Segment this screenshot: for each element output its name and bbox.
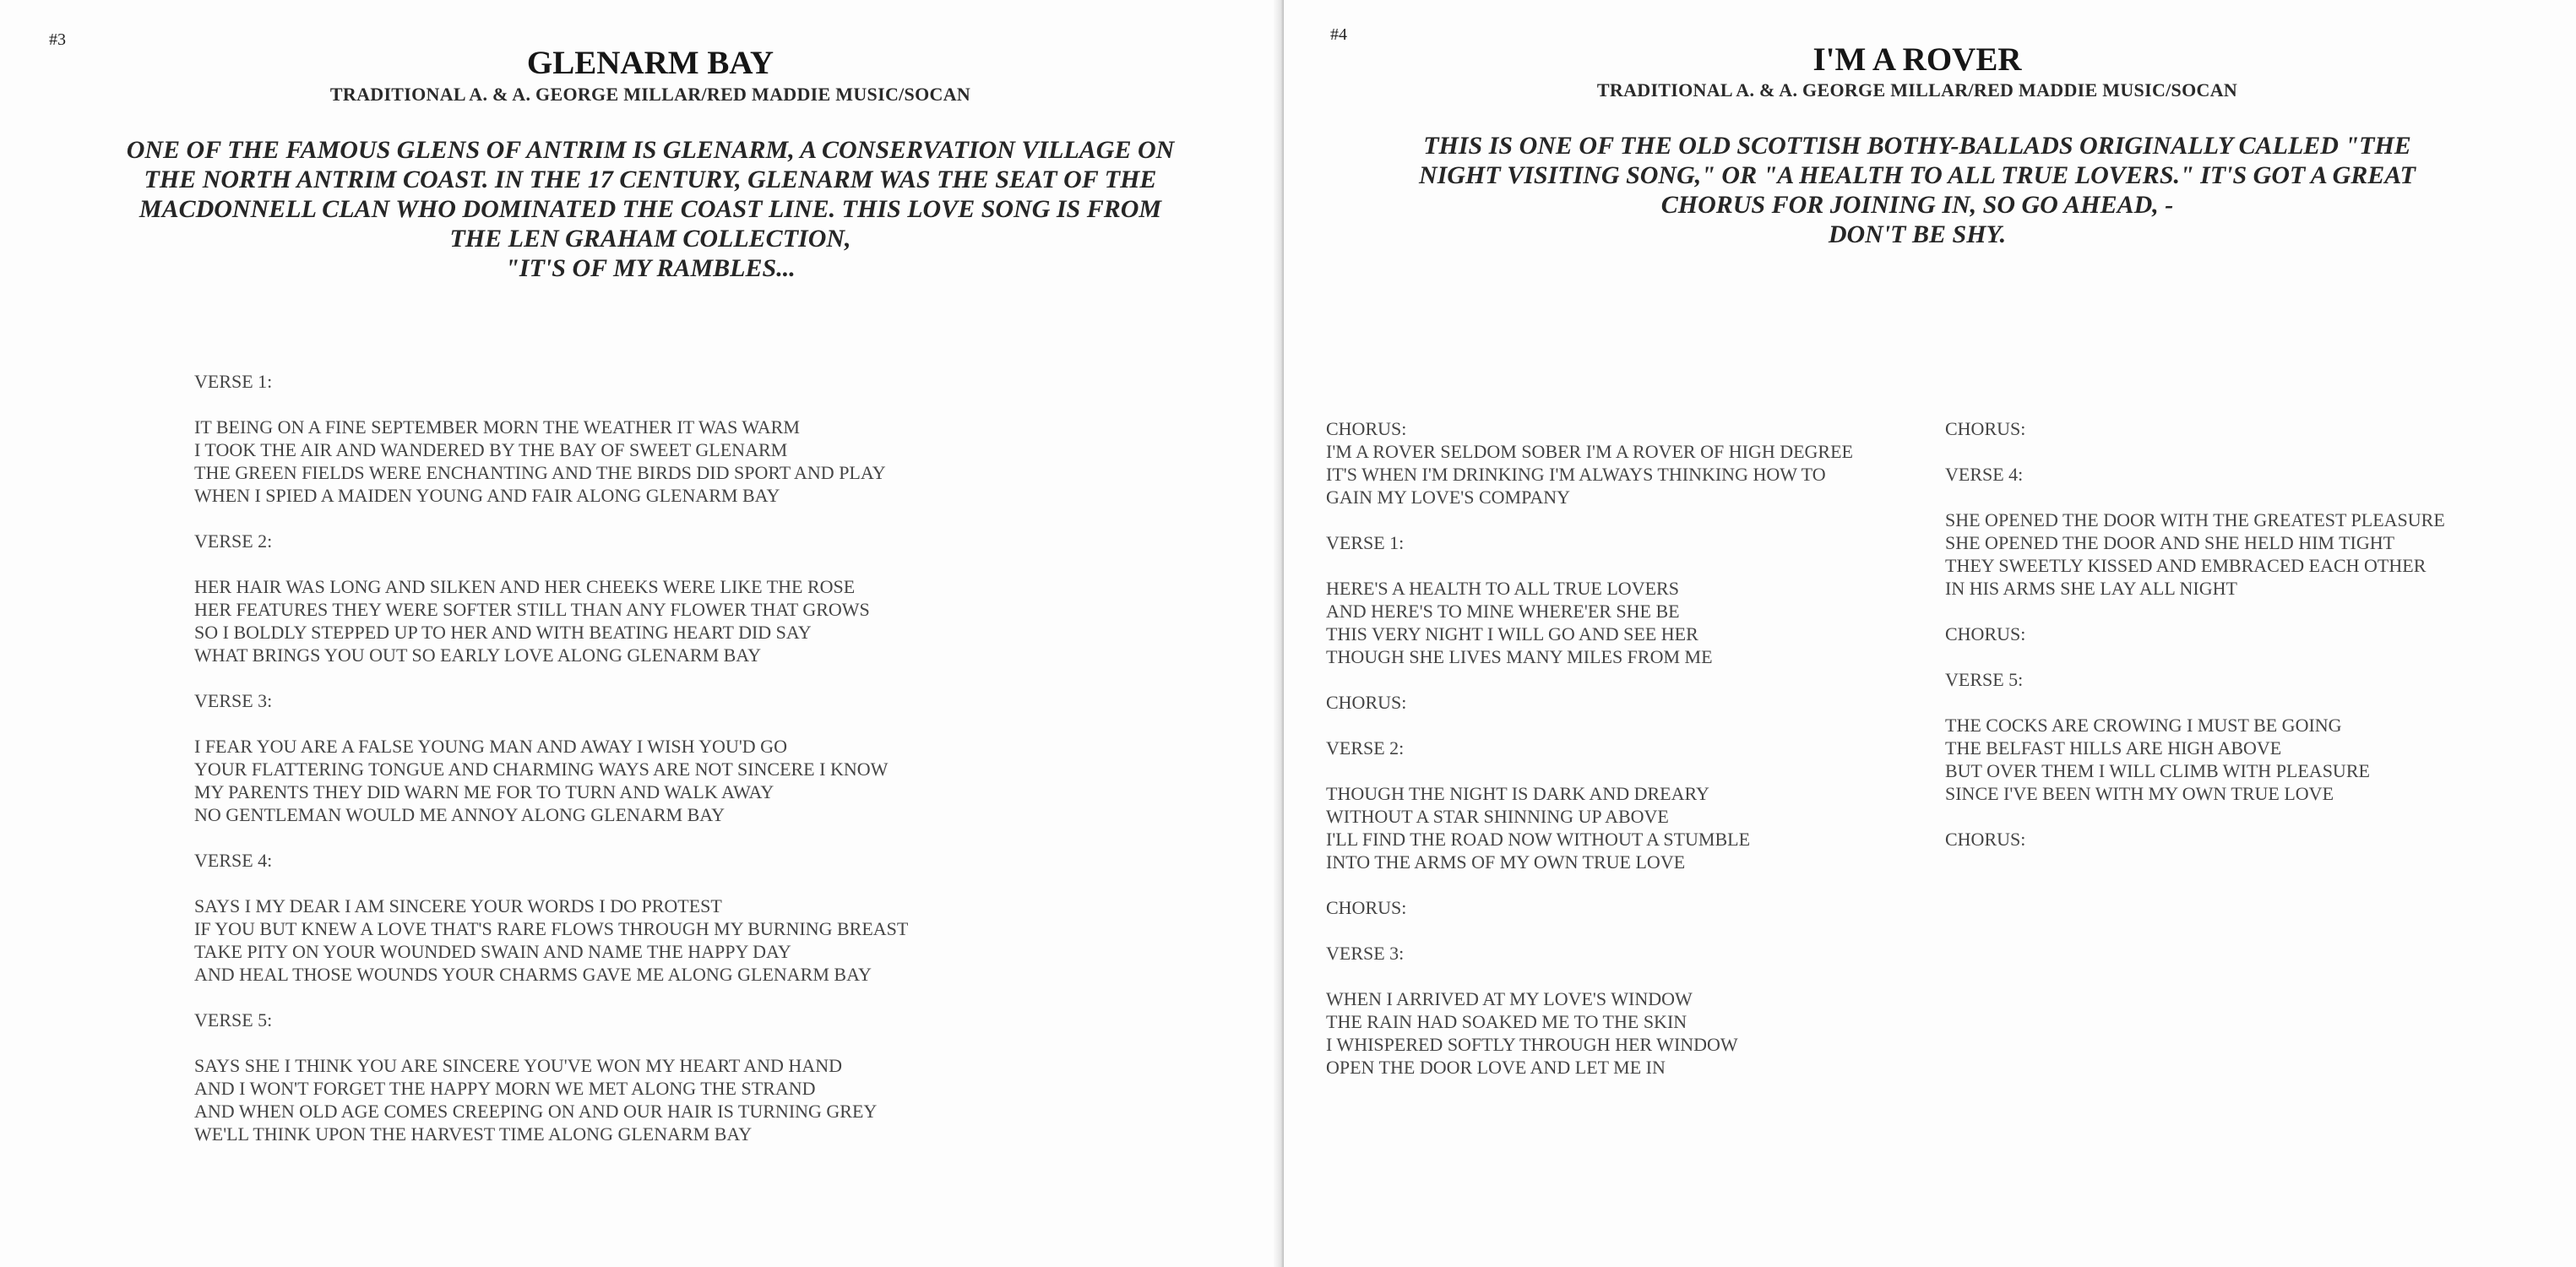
lyrics-line: THIS VERY NIGHT I WILL GO AND SEE HER xyxy=(1326,623,1698,644)
lyrics-line: THOUGH SHE LIVES MANY MILES FROM ME xyxy=(1326,646,1713,667)
lyrics-line: VERSE 5: xyxy=(194,1009,273,1030)
lyrics-stanza xyxy=(194,689,908,712)
lyrics-line: VERSE 3: xyxy=(194,690,273,711)
left-booklet-page xyxy=(0,0,1284,1267)
song-intro xyxy=(1301,131,2534,249)
intro-line: THE NORTH ANTRIM COAST. IN THE 17 CENTURY, GLENARM WAS THE SEAT OF THE xyxy=(144,166,1157,193)
lyrics-line: THE BELFAST HILLS ARE HIGH ABOVE xyxy=(1945,737,2282,759)
lyrics-line: I'LL FIND THE ROAD NOW WITHOUT A STUMBLE xyxy=(1326,829,1751,850)
lyrics-line: CHORUS: xyxy=(1945,829,2026,850)
intro-line: THE LEN GRAHAM COLLECTION, xyxy=(449,225,851,253)
lyrics-line: AND WHEN OLD AGE COMES CREEPING ON AND OUR HAIR IS TURNING GREY xyxy=(194,1101,878,1122)
lyrics-line: NO GENTLEMAN WOULD ME ANNOY ALONG GLENARM BAY xyxy=(194,804,725,825)
song-credit: TRADITIONAL A. & A. GEORGE MILLAR/RED MADDIE MUSIC/SOCAN xyxy=(1596,79,2238,101)
lyrics-line: BUT OVER THEM I WILL CLIMB WITH PLEASURE xyxy=(1945,760,2370,781)
lyrics-line: YOUR FLATTERING TONGUE AND CHARMING WAYS ARE NOT SINCERE I KNOW xyxy=(194,759,889,780)
lyrics-line: THEY SWEETLY KISSED AND EMBRACED EACH OTHER xyxy=(1945,555,2427,576)
lyrics-stanza xyxy=(194,1054,908,1145)
lyrics-stanza xyxy=(1326,691,1853,714)
intro-line: MACDONNELL CLAN WHO DOMINATED THE COAST LINE. THIS LOVE SONG IS FROM xyxy=(139,195,1162,223)
lyrics-stanza xyxy=(1326,417,1853,508)
lyrics-line: HERE'S A HEALTH TO ALL TRUE LOVERS xyxy=(1326,578,1679,599)
right-booklet-page xyxy=(1284,0,2576,1267)
page-number: #3 xyxy=(49,30,66,49)
lyrics-line: AND HERE'S TO MINE WHERE'ER SHE BE xyxy=(1326,601,1680,622)
song-credit: TRADITIONAL A. & A. GEORGE MILLAR/RED MADDIE MUSIC/SOCAN xyxy=(329,84,971,105)
lyrics-stanza xyxy=(194,849,908,872)
lyrics-line: AND HEAL THOSE WOUNDS YOUR CHARMS GAVE ME ALONG GLENARM BAY xyxy=(194,964,872,985)
lyrics-stanza xyxy=(1945,508,2445,600)
intro-line: NIGHT VISITING SONG," OR "A HEALTH TO ALL TRUE LOVERS." IT'S GOT A GREAT xyxy=(1419,161,2416,189)
intro-line: DON'T BE SHY. xyxy=(1828,220,2007,248)
lyrics-line: WE'LL THINK UPON THE HARVEST TIME ALONG GLENARM BAY xyxy=(194,1123,753,1145)
lyrics-line: CHORUS: xyxy=(1326,418,1407,439)
lyrics-line: IF YOU BUT KNEW A LOVE THAT'S RARE FLOWS THROUGH MY BURNING BREAST xyxy=(194,918,909,939)
lyrics-line: VERSE 4: xyxy=(194,850,273,871)
lyrics-stanza xyxy=(1945,828,2445,851)
lyrics-line: THE COCKS ARE CROWING I MUST BE GOING xyxy=(1945,715,2342,736)
lyrics-line: VERSE 3: xyxy=(1326,943,1405,964)
lyrics-stanza xyxy=(194,416,908,507)
song-title: I'M A ROVER xyxy=(1812,41,2022,78)
song-title: GLENARM BAY xyxy=(526,45,774,81)
lyrics-line: THOUGH THE NIGHT IS DARK AND DREARY xyxy=(1326,783,1709,804)
lyrics-line: WITHOUT A STAR SHINNING UP ABOVE xyxy=(1326,806,1669,827)
lyrics-line: WHEN I ARRIVED AT MY LOVE'S WINDOW xyxy=(1326,988,1693,1009)
lyrics-line: WHAT BRINGS YOU OUT SO EARLY LOVE ALONG GLENARM BAY xyxy=(194,644,762,666)
lyrics-column-1 xyxy=(1326,417,1853,1101)
lyrics-stanza xyxy=(194,575,908,666)
lyrics-line: IN HIS ARMS SHE LAY ALL NIGHT xyxy=(1945,578,2237,599)
page-number: #4 xyxy=(1330,25,1347,44)
lyrics-line: WHEN I SPIED A MAIDEN YOUNG AND FAIR ALONG GLENARM BAY xyxy=(194,485,780,506)
lyrics-line: VERSE 5: xyxy=(1945,669,2024,690)
lyrics-line: HER HAIR WAS LONG AND SILKEN AND HER CHEEKS WERE LIKE THE ROSE xyxy=(194,576,856,597)
lyrics-line: GAIN MY LOVE'S COMPANY xyxy=(1326,487,1570,508)
lyrics-stanza xyxy=(1945,417,2445,440)
intro-line: ONE OF THE FAMOUS GLENS OF ANTRIM IS GLENARM, A CONSERVATION VILLAGE ON xyxy=(126,136,1175,164)
lyrics-line: SINCE I'VE BEEN WITH MY OWN TRUE LOVE xyxy=(1945,783,2334,804)
lyrics-line: SHE OPENED THE DOOR AND SHE HELD HIM TIGHT xyxy=(1945,532,2395,553)
lyrics-line: CHORUS: xyxy=(1326,897,1407,918)
lyrics-line: I WHISPERED SOFTLY THROUGH HER WINDOW xyxy=(1326,1034,1738,1055)
lyrics-line: CHORUS: xyxy=(1945,418,2026,439)
lyrics-line: SHE OPENED THE DOOR WITH THE GREATEST PLEASURE xyxy=(1945,509,2445,530)
lyrics-stanza xyxy=(1945,668,2445,691)
lyrics-stanza xyxy=(1326,737,1853,759)
lyrics-line: MY PARENTS THEY DID WARN ME FOR TO TURN AND WALK AWAY xyxy=(194,781,774,802)
intro-line: THIS IS ONE OF THE OLD SCOTTISH BOTHY-BALLADS ORIGINALLY CALLED "THE xyxy=(1423,132,2411,160)
lyrics-line: TAKE PITY ON YOUR WOUNDED SWAIN AND NAME THE HAPPY DAY xyxy=(194,941,791,962)
lyrics-line: THE RAIN HAD SOAKED ME TO THE SKIN xyxy=(1326,1011,1687,1032)
intro-line: CHORUS FOR JOINING IN, SO GO AHEAD, - xyxy=(1660,191,2174,219)
lyrics-stanza xyxy=(194,735,908,826)
lyrics-stanza xyxy=(1945,463,2445,486)
lyrics-stanza xyxy=(1326,942,1853,965)
lyrics-stanza xyxy=(1326,531,1853,554)
lyrics-line: VERSE 2: xyxy=(194,530,273,552)
lyrics-line: IT'S WHEN I'M DRINKING I'M ALWAYS THINKING HOW TO xyxy=(1326,464,1826,485)
lyrics-line: CHORUS: xyxy=(1945,623,2026,644)
lyrics-stanza xyxy=(1326,896,1853,919)
lyrics-column-2 xyxy=(1945,417,2445,873)
lyrics-line: HER FEATURES THEY WERE SOFTER STILL THAN ANY FLOWER THAT GROWS xyxy=(194,599,870,620)
lyrics-line: IT BEING ON A FINE SEPTEMBER MORN THE WEATHER IT WAS WARM xyxy=(194,416,800,438)
lyrics-stanza xyxy=(1326,782,1853,873)
song-intro xyxy=(51,135,1250,283)
lyrics-line: SAYS SHE I THINK YOU ARE SINCERE YOU'VE WON MY HEART AND HAND xyxy=(194,1055,842,1076)
lyrics-line: VERSE 1: xyxy=(194,371,273,392)
lyrics-stanza xyxy=(194,530,908,552)
lyrics-line: THE GREEN FIELDS WERE ENCHANTING AND THE BIRDS DID SPORT AND PLAY xyxy=(194,462,886,483)
lyrics-stanza xyxy=(194,895,908,986)
lyrics-stanza xyxy=(1945,623,2445,645)
lyrics-line: VERSE 4: xyxy=(1945,464,2024,485)
lyrics-stanza xyxy=(1326,987,1853,1079)
lyrics-line: AND I WON'T FORGET THE HAPPY MORN WE MET ALONG THE STRAND xyxy=(194,1078,816,1099)
lyrics-stanza xyxy=(1326,577,1853,668)
lyrics-stanza xyxy=(194,370,908,393)
lyrics-line: VERSE 1: xyxy=(1326,532,1405,553)
lyrics-line: I'M A ROVER SELDOM SOBER I'M A ROVER OF HIGH DEGREE xyxy=(1326,441,1853,462)
lyrics-line: SO I BOLDLY STEPPED UP TO HER AND WITH BEATING HEART DID SAY xyxy=(194,622,812,643)
lyrics-line: OPEN THE DOOR LOVE AND LET ME IN xyxy=(1326,1057,1666,1078)
lyrics-line: I TOOK THE AIR AND WANDERED BY THE BAY OF SWEET GLENARM xyxy=(194,439,788,460)
lyrics-line: CHORUS: xyxy=(1326,692,1407,713)
lyrics-stanza xyxy=(1945,714,2445,805)
lyrics-line: I FEAR YOU ARE A FALSE YOUNG MAN AND AWAY I WISH YOU'D GO xyxy=(194,736,787,757)
lyrics-stanza xyxy=(194,1009,908,1031)
lyrics-line: SAYS I MY DEAR I AM SINCERE YOUR WORDS I DO PROTEST xyxy=(194,895,722,916)
lyrics-line: INTO THE ARMS OF MY OWN TRUE LOVE xyxy=(1326,851,1686,873)
lyrics-line: VERSE 2: xyxy=(1326,737,1405,759)
intro-line: "IT'S OF MY RAMBLES... xyxy=(505,254,796,282)
lyrics-column xyxy=(194,370,908,1168)
